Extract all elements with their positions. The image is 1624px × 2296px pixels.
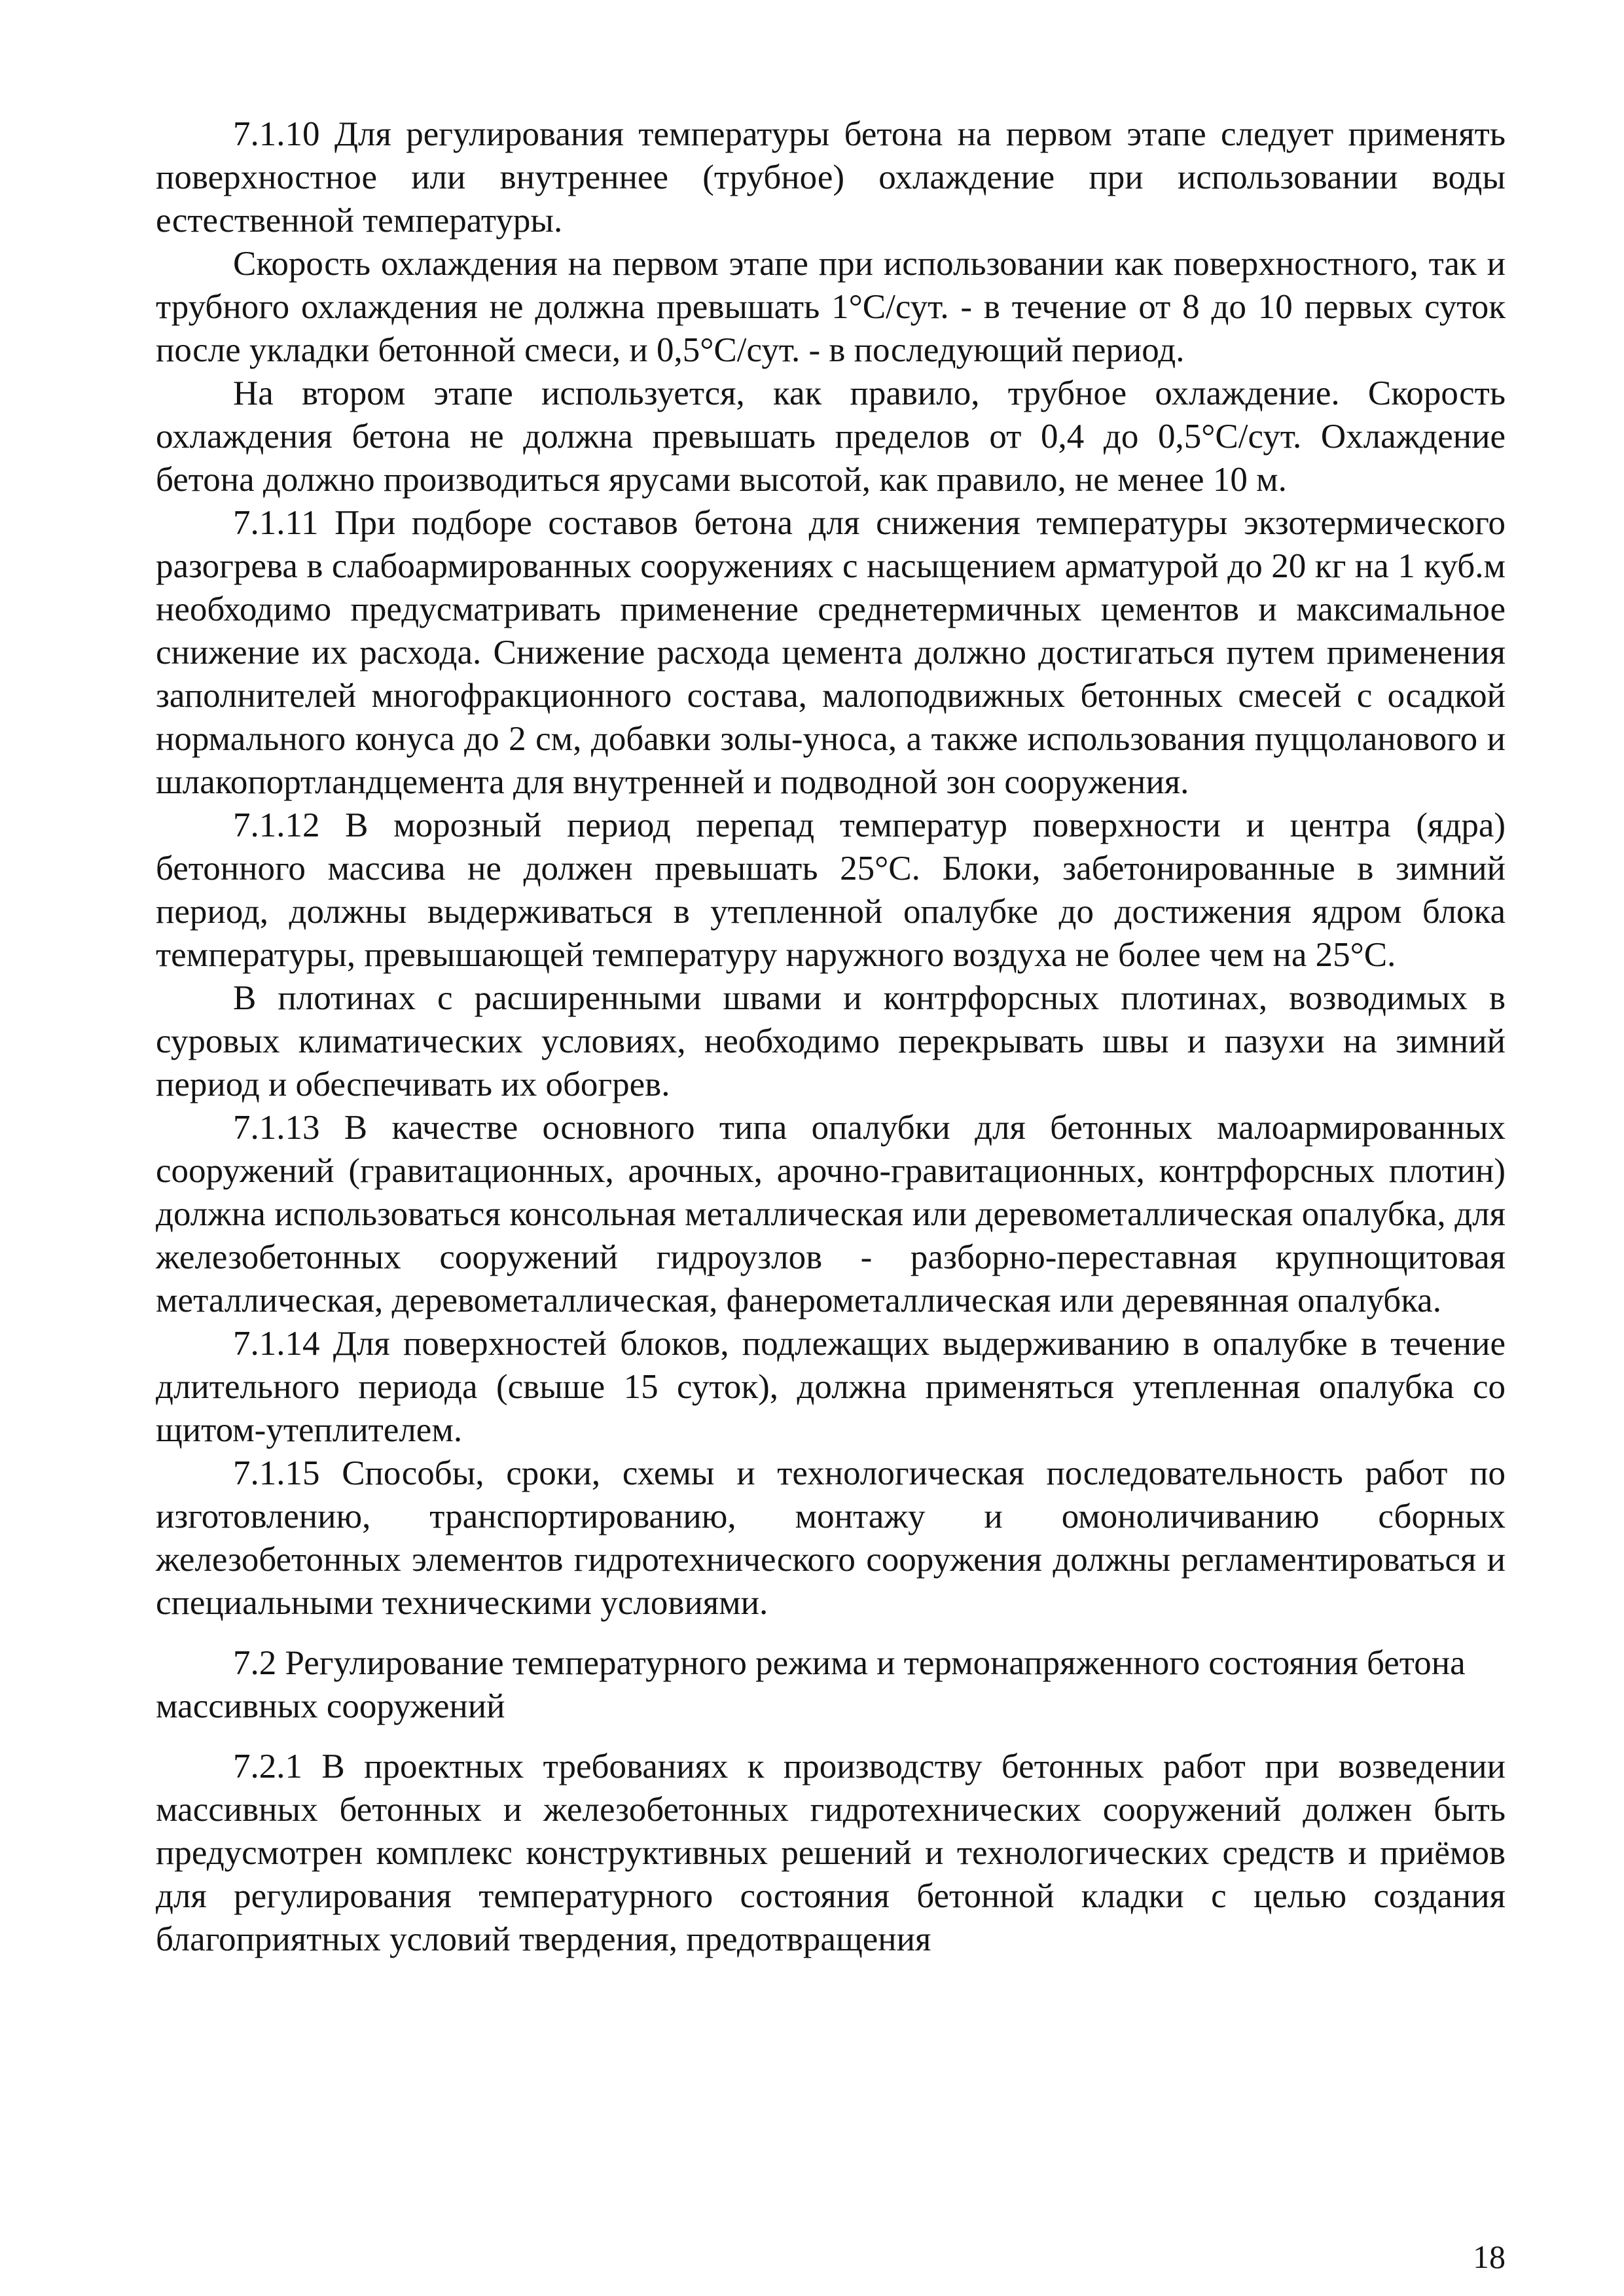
section-heading-7-2: 7.2 Регулирование температурного режима и термонапряженного состояния бетона массивных сооружений xyxy=(156,1644,1466,1725)
paragraph-second-stage: На втором этапе используется, как правило, трубное охлаждение. Скорость охлаждения бетона не должна превышать пределов от 0,4 до 0,5°С/сут. Охлаждение бетона должно производиться ярусами высотой, как правило, не менее 10 м. xyxy=(156,374,1506,499)
paragraph-7-1-15: 7.1.15 Способы, сроки, схемы и технологическая последовательность работ по изготовлению, транспортированию, монтажу и омоноличиванию сборных железобетонных элементов гидротехнического сооружения должны регламентироваться и специальными техническими условиями. xyxy=(156,1454,1506,1622)
paragraph-7-1-14: 7.1.14 Для поверхностей блоков, подлежащих выдерживанию в опалубке в течение длительного периода (свыше 15 суток), должна применяться утепленная опалубка со щитом-утеплителем. xyxy=(156,1325,1506,1449)
text-body xyxy=(156,113,1506,1961)
paragraph-7-1-12: 7.1.12 В морозный период перепад температур поверхности и центра (ядра) бетонного массива не должен превышать 25°С. Блоки, забетонированные в зимний период, должны выдерживаться в утепленной опалубке до достижения ядром блока температуры, превышающей температуру наружного воздуха не более чем на 25°С. xyxy=(156,806,1506,974)
paragraph-7-1-13: 7.1.13 В качестве основного типа опалубки для бетонных малоармированных сооружений (гравитационных, арочных, арочно-гравитационных, контрфорсных плотин) должна использоваться консольная металлическая или деревометаллическая опалубка, для железобетонных сооружений гидроузлов - разборно-переставная крупнощитовая металлическая, деревометаллическая, фанерометаллическая или деревянная опалубка. xyxy=(156,1109,1506,1319)
paragraph-7-1-11: 7.1.11 При подборе составов бетона для снижения температуры экзотермического разогрева в слабоармированных сооружениях с насыщением арматурой до 20 кг на 1 куб.м необходимо предусматривать применение среднетермичных цементов и максимальное снижение их расхода. Снижение расхода цемента должно достигаться путем применения заполнителей многофракционного состава, малоподвижных бетонных смесей с осадкой нормального конуса до 2 см, добавки золы-уноса, а также использования пуццоланового и шлакопортландцемента для внутренней и подводной зон сооружения. xyxy=(156,504,1506,801)
page-number: 18 xyxy=(1473,2238,1506,2275)
paragraph-7-1-10: 7.1.10 Для регулирования температуры бетона на первом этапе следует применять поверхностное или внутреннее (трубное) охлаждение при использовании воды естественной температуры. xyxy=(156,115,1506,240)
paragraph-expanded-joints: В плотинах с расширенными швами и контрфорсных плотинах, возводимых в суровых климатических условиях, необходимо перекрывать швы и пазухи на зимний период и обеспечивать их обогрев. xyxy=(156,979,1506,1103)
paragraph-7-2-1: 7.2.1 В проектных требованиях к производству бетонных работ при возведении массивных бетонных и железобетонных гидротехнических сооружений должен быть предусмотрен комплекс конструктивных решений и технологических средств и приёмов для регулирования температурного состояния бетонной кладки с целью создания благоприятных условий твердения, предотвращения xyxy=(156,1748,1506,1958)
paragraph-cooling-rate: Скорость охлаждения на первом этапе при использовании как поверхностного, так и трубного охлаждения не должна превышать 1°С/сут. - в течение от 8 до 10 первых суток после укладки бетонной смеси, и 0,5°С/сут. - в последующий период. xyxy=(156,245,1506,369)
